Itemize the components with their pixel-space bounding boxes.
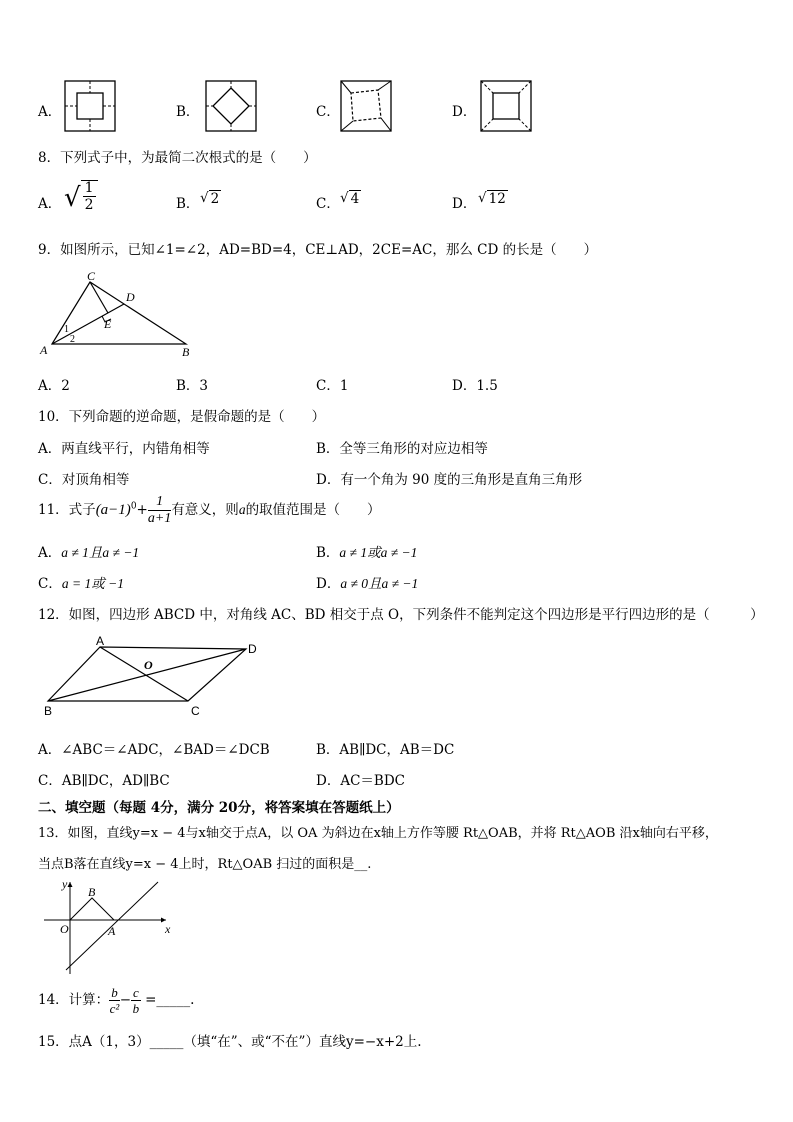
q8-d-radicand: 12	[488, 191, 506, 207]
q11-option-c: C．a = 1或 −1	[38, 576, 124, 592]
q9-option-d: D．1.5	[452, 378, 498, 394]
q11-stem: 11．式子$(a-1)^0+$ $\frac{1}{a+1}$ 有意义，则a的取值范围是（ ）	[38, 494, 381, 526]
q10-stem: 10．下列命题的逆命题，是假命题的是（ ）	[38, 409, 326, 425]
q12-label-c: C	[191, 704, 200, 718]
q9-label-e: E	[104, 317, 112, 331]
q8-a-numerator: 1	[84, 180, 94, 196]
q9-label-a: A	[40, 343, 48, 357]
q13-label-b: B	[88, 885, 96, 899]
q8-option-d: √ 12	[478, 190, 506, 207]
q9-figure	[38, 268, 208, 360]
q15-stem: 15．点A（1，3）_____（填“在”、或“不在”）直线y=−x+2上.	[38, 1034, 422, 1050]
q13-line2: 当点B落在直线y=x − 4上时，Rt△OAB 扫过的面积是__.	[38, 857, 372, 872]
q8-option-c: √ 4	[340, 190, 360, 207]
q9-option-b: B．3	[176, 378, 209, 394]
q11-option-d: D．a ≠ 0且a ≠ −1	[316, 576, 419, 592]
q8-option-a-label: A．	[38, 196, 62, 212]
q13-figure	[40, 878, 180, 978]
q12-label-a: A	[96, 634, 105, 648]
q8-c-radicand: 4	[350, 191, 360, 207]
q8-stem: 8．下列式子中，为最简二次根式的是（ ）	[38, 150, 317, 166]
q9-label-angle1: 1	[64, 324, 69, 335]
q9-stem: 9．如图所示，已知∠1=∠2，AD=BD=4，CE⊥AD，2CE=AC，那么 CD 的长是（ ）	[38, 242, 598, 258]
q9-label-c: C	[87, 269, 96, 283]
q12-label-o: O	[144, 658, 153, 672]
q12-option-a: A．∠ABC＝∠ADC，∠BAD＝∠DCB	[38, 742, 270, 758]
q10-option-b: B．全等三角形的对应边相等	[316, 441, 488, 457]
q13-label-y: y	[62, 877, 68, 891]
q9-label-b: B	[182, 345, 190, 359]
q9-label-d: D	[126, 290, 135, 304]
q9-option-c: C．1	[316, 378, 349, 394]
section-heading-fill-in: 二、填空题（每题 4分，满分 20分，将答案填在答题纸上）	[38, 800, 400, 816]
q13-line1: 13．如图，直线y=x − 4与x轴交于点A，以 OA 为斜边在x轴上方作等腰 Rt△OAB，并将 Rt△AOB 沿x轴向右平移，	[38, 826, 718, 841]
q11-option-a: A．a ≠ 1且a ≠ −1	[38, 545, 140, 561]
q13-label-o: O	[60, 922, 69, 936]
q10-option-d: D．有一个角为 90 度的三角形是直角三角形	[316, 472, 583, 488]
q8-option-a: √ $\frac{1}{2}$	[64, 180, 98, 216]
q12-label-d: D	[248, 642, 257, 656]
q8-option-b-label: B．	[176, 196, 200, 212]
q8-b-radicand: 2	[210, 191, 220, 207]
q12-option-c: C．AB∥DC，AD∥BC	[38, 773, 170, 789]
q8-option-c-label: C．	[316, 196, 340, 212]
q12-stem: 12．如图，四边形 ABCD 中，对角线 AC、BD 相交于点 O，下列条件不能判定这个四边形是平行四边形的是（ ）	[38, 607, 764, 623]
q7-option-c-label: C．	[316, 104, 340, 120]
q13-label-x: x	[165, 922, 171, 936]
q12-option-d: D．AC＝BDC	[316, 773, 405, 789]
q10-option-a: A．两直线平行，内错角相等	[38, 441, 210, 457]
q7-figure-d	[480, 80, 534, 134]
q14-stem: 14．计算： $\frac{b}{\text{c²}}$ − $\frac{c}{b}$ =_____.	[38, 985, 195, 1016]
q9-label-angle2: 2	[70, 334, 75, 345]
q8-a-denominator: 2	[84, 197, 94, 213]
q7-option-a-label: A．	[38, 104, 62, 120]
q7-figure-a	[64, 80, 118, 134]
q12-option-b: B．AB∥DC，AB＝DC	[316, 742, 455, 758]
q12-figure	[38, 633, 268, 721]
q10-option-c: C．对顶角相等	[38, 472, 130, 488]
q13-label-a: A	[108, 924, 116, 938]
q7-figure-b	[205, 80, 259, 134]
q7-option-b-label: B．	[176, 104, 200, 120]
q8-option-b: √ 2	[200, 190, 220, 207]
q12-label-b: B	[44, 704, 53, 718]
q8-option-d-label: D．	[452, 196, 477, 212]
q7-option-d-label: D．	[452, 104, 477, 120]
q9-option-a: A．2	[38, 378, 70, 394]
q11-option-b: B．a ≠ 1或a ≠ −1	[316, 545, 418, 561]
q7-figure-c	[340, 80, 394, 134]
